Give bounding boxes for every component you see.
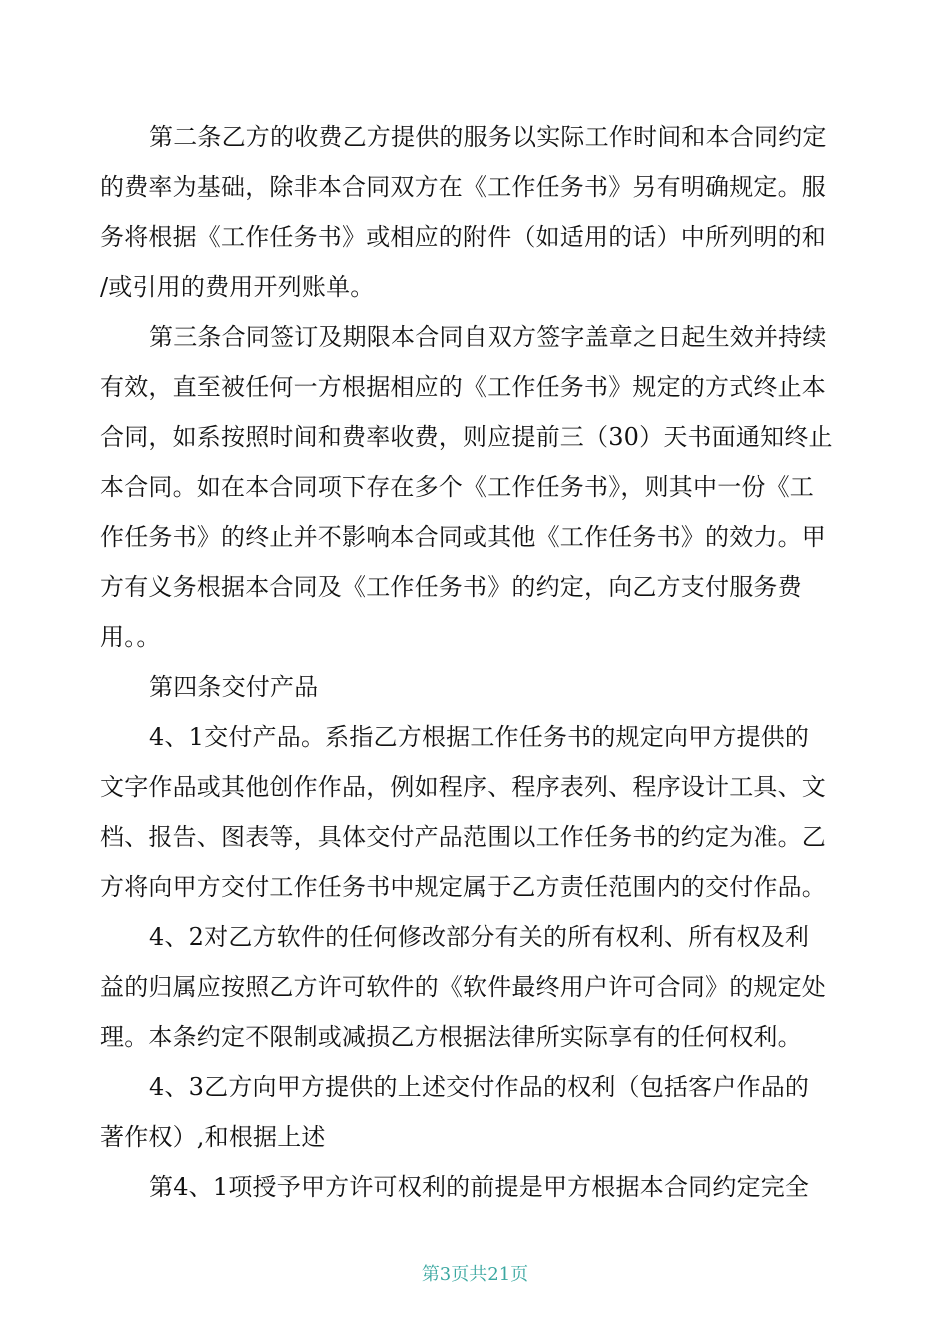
text-line: 著作权）,和根据上述 <box>100 1123 326 1151</box>
text-line: 合同，如系按照时间和费率收费，则应提前三（30）天书面通知终止 <box>100 423 833 451</box>
text-line: 本合同。如在本合同项下存在多个《工作任务书》，则其中一份《工 <box>100 473 814 501</box>
text-line: 4、3乙方向甲方提供的上述交付作品的权利（包括客户作品的 <box>149 1073 810 1101</box>
heading-article-4 <box>100 662 840 712</box>
text-line: 第三条合同签订及期限本合同自双方签字盖章之日起生效并持续 <box>149 323 827 351</box>
text-line: /或引用的费用开列账单。 <box>100 273 375 301</box>
paragraph-4-1 <box>100 712 840 912</box>
text-line: 理。本条约定不限制或减损乙方根据法律所实际享有的任何权利。 <box>100 1023 802 1051</box>
text-line: 文字作品或其他创作作品，例如程序、程序表列、程序设计工具、文 <box>100 773 826 801</box>
text-line: 务将根据《工作任务书》或相应的附件（如适用的话）中所列明的和 <box>100 223 826 251</box>
text-line: 作任务书》的终止并不影响本合同或其他《工作任务书》的效力。甲 <box>100 523 826 551</box>
text-line: 益的归属应按照乙方许可软件的《软件最终用户许可合同》的规定处 <box>100 973 826 1001</box>
text-line: 方将向甲方交付工作任务书中规定属于乙方责任范围内的交付作品。 <box>100 873 826 901</box>
paragraph-article-2 <box>100 112 840 312</box>
paragraph-4-3 <box>100 1062 840 1162</box>
page-number-footer: 第3页共21页 <box>421 1264 529 1285</box>
text-line: 档、报告、图表等，具体交付产品范围以工作任务书的约定为准。乙 <box>100 823 826 851</box>
text-line: 4、2对乙方软件的任何修改部分有关的所有权利、所有权及利 <box>149 923 810 951</box>
text-line: 的费率为基础，除非本合同双方在《工作任务书》另有明确规定。服 <box>100 173 826 201</box>
text-line: 第4、1项授予甲方许可权利的前提是甲方根据本合同约定完全 <box>149 1173 810 1201</box>
text-line: 方有义务根据本合同及《工作任务书》的约定，向乙方支付服务费 <box>100 573 802 601</box>
text-line: 4、1交付产品。系指乙方根据工作任务书的规定向甲方提供的 <box>149 723 810 751</box>
text-line: 第二条乙方的收费乙方提供的服务以实际工作时间和本合同约定 <box>149 123 827 151</box>
paragraph-4-1-grant <box>100 1162 840 1212</box>
paragraph-article-3 <box>100 312 840 662</box>
paragraph-4-2 <box>100 912 840 1062</box>
section-heading: 第四条交付产品 <box>149 673 319 701</box>
text-line: 有效，直至被任何一方根据相应的《工作任务书》规定的方式终止本 <box>100 373 826 401</box>
text-line: 用。。 <box>100 623 161 651</box>
document-body <box>100 112 840 1212</box>
